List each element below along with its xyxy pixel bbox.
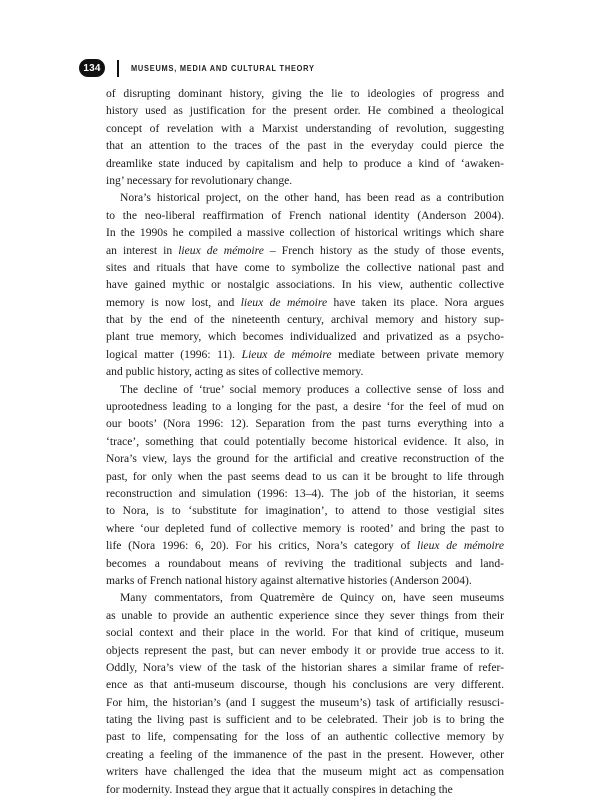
text-line: objects represent the past, but can never embody it or provide true access to it. bbox=[106, 643, 504, 657]
text-line: tating the living past is sufficient and to be celebrated. Their job is to bring the bbox=[106, 713, 504, 727]
text-line: life (Nora 1996: 6, 20). For his critics, Nora’s category of lieux de mémoire bbox=[106, 539, 504, 553]
text-line: for modernity. Instead they argue that it actually conspires in detaching the bbox=[106, 782, 453, 796]
text-line: Many commentators, from Quatremère de Quincy on, have seen museums bbox=[120, 591, 504, 605]
text-line: For him, the historian’s (and I suggest the museum’s) task of artificially resusci- bbox=[106, 695, 504, 709]
text-line: reconstruction and simulation (1996: 13–4). The job of the historian, it seems bbox=[106, 486, 504, 500]
text-line: creating a feeling of the immanence of the past in the present. However, other bbox=[106, 747, 504, 761]
text-line: an interest in lieux de mémoire – French history as the study of those events, bbox=[106, 243, 504, 257]
text-line: uprootedness leading to a longing for the past, a desire ‘for the feel of mud on bbox=[106, 400, 504, 414]
text-line: that an attention to the traces of the past in the everyday could pierce the bbox=[106, 139, 504, 153]
paragraph bbox=[106, 85, 504, 189]
text-line: where ‘our depleted fund of collective memory is rooted’ and bring the past to bbox=[106, 521, 504, 535]
text-line: and public history, acting as sites of collective memory. bbox=[106, 365, 364, 379]
text-line: dreamlike state induced by capitalism and help to produce a kind of ‘awaken- bbox=[106, 156, 504, 170]
text-line: Nora’s view, lays the ground for the artificial and creative reconstruction of the bbox=[106, 452, 504, 466]
text-line: becomes a roundabout means of reviving the traditional subjects and land- bbox=[106, 556, 504, 570]
text-line: Oddly, Nora’s view of the task of the historian shares a similar frame of refer- bbox=[106, 660, 504, 674]
text-line: ‘trace’, something that could potentially become historical evidence. It also, in bbox=[106, 434, 504, 448]
text-line: to Nora, is to ‘substitute for imagination’, to attend to those vestigial sites bbox=[106, 504, 504, 518]
text-line: Nora’s historical project, on the other hand, has been read as a contribution bbox=[120, 191, 504, 205]
text-line: as unable to provide an authentic experience since they sever things from their bbox=[106, 608, 504, 622]
header-divider bbox=[117, 60, 119, 77]
paragraph bbox=[106, 381, 504, 590]
page-number-badge bbox=[79, 59, 105, 77]
text-line: history used as justification for the present order. He combined a theological bbox=[106, 104, 504, 118]
body-text bbox=[106, 85, 504, 798]
paragraph bbox=[106, 589, 504, 798]
text-line: memory is now lost, and lieux de mémoire have taken its place. Nora argues bbox=[106, 295, 504, 309]
text-line: marks of French national history against alternative histories (Anderson 2004). bbox=[106, 573, 472, 587]
text-line: logical matter (1996: 11). Lieux de mémoire mediate between private memory bbox=[106, 347, 504, 361]
paragraph bbox=[106, 189, 504, 380]
text-line: plant true memory, which becomes individualized and privatized as a psycho- bbox=[106, 330, 504, 344]
text-line: have gained mythic or nostalgic associations. In his view, authentic collective bbox=[106, 278, 504, 292]
text-line: sites and rituals that have come to symbolize the collective national past and bbox=[106, 260, 504, 274]
text-line: social context and their place in the world. For that kind of critique, museum bbox=[106, 626, 504, 640]
text-line: past to life, compensating for the loss of an authentic collective memory by bbox=[106, 730, 504, 744]
text-line: concept of revelation with a Marxist understanding of revolution, suggesting bbox=[106, 121, 504, 135]
text-line: that by the end of the nineteenth century, archival memory and history sup- bbox=[106, 313, 504, 327]
text-line: past, for only when the past seems dead to us can it be brought to life through bbox=[106, 469, 504, 483]
page-number: 134 bbox=[83, 62, 101, 74]
text-line: writers have challenged the idea that the museum might act as compensation bbox=[106, 765, 504, 779]
text-line: ence as that anti-museum discourse, though his conclusions are very different. bbox=[106, 678, 504, 692]
text-line: ing’ necessary for revolutionary change. bbox=[106, 173, 293, 187]
running-header bbox=[79, 58, 345, 78]
text-line: The decline of ‘true’ social memory produces a collective sense of loss and bbox=[120, 382, 504, 396]
text-line: to the neo-liberal reaffirmation of French national identity (Anderson 2004). bbox=[106, 208, 504, 222]
text-line: our boots’ (Nora 1996: 12). Separation from the past turns everything into a bbox=[106, 417, 504, 431]
text-line: of disrupting dominant history, giving the lie to ideologies of progress and bbox=[106, 87, 504, 100]
running-title: MUSEUMS, MEDIA AND CULTURAL THEORY bbox=[131, 63, 315, 73]
text-line: In the 1990s he compiled a massive collection of historical writings which share bbox=[106, 226, 504, 240]
